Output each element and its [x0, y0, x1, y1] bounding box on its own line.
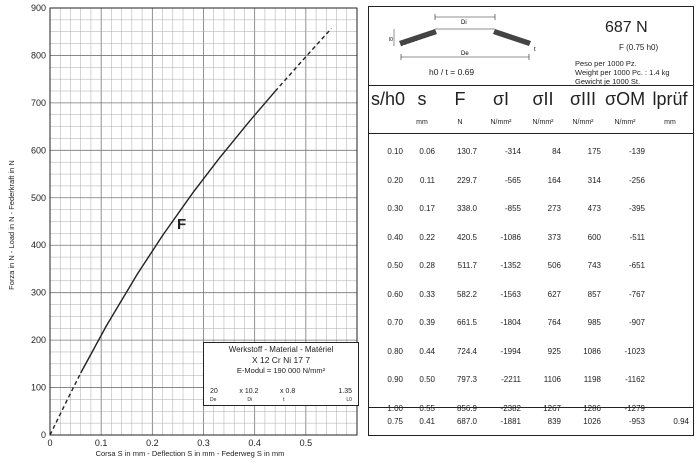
table-cell: 175: [587, 147, 601, 156]
y-tick-label: 300: [30, 287, 46, 298]
curve-label: F: [177, 216, 187, 233]
force-value: 687 N: [605, 19, 648, 36]
column-unit: N: [457, 119, 463, 126]
y-tick-label: 500: [30, 192, 46, 203]
dim-de-label: De: [210, 397, 217, 403]
table-cell: 506: [547, 261, 561, 270]
table-cell: 164: [547, 175, 561, 185]
table-cell: 600: [587, 232, 601, 242]
table-cell: -1804: [500, 318, 521, 327]
table-cell: 0.40: [387, 232, 403, 242]
column-header: s/h0: [371, 89, 406, 109]
diagram-label-di: Di: [461, 20, 467, 26]
table-cell: 473: [587, 204, 601, 213]
table-cell: 0.50: [387, 261, 403, 270]
column-unit: mm: [664, 119, 676, 126]
table-cell: 985: [587, 318, 601, 327]
data-table-panel: [368, 6, 694, 436]
table-cell: 373: [547, 232, 561, 242]
table-cell: 229.7: [456, 175, 477, 185]
table-cell-final: 687.0: [456, 417, 477, 426]
table-cell-final: 1026: [583, 417, 601, 426]
table-cell: 0.39: [419, 318, 435, 327]
y-tick-label: 900: [30, 3, 46, 13]
weight-line-de: Gewicht je 1000 St.: [575, 77, 641, 86]
dim-de: 20: [210, 388, 218, 395]
column-unit: N/mm²: [614, 119, 636, 126]
column-header: s: [417, 89, 427, 109]
dim-t: x 0.8: [280, 388, 296, 395]
spring-dimensions: [210, 388, 352, 395]
column-header: σII: [532, 89, 554, 109]
table-cell: 0.20: [387, 175, 403, 185]
table-cell: 925: [547, 346, 561, 356]
table-cell: 0.70: [387, 318, 403, 327]
table-cell: 130.7: [456, 147, 477, 156]
table-cell: 627: [547, 289, 561, 299]
column-unit: N/mm²: [532, 119, 554, 126]
table-cell: -256: [628, 175, 645, 185]
table-cell: -855: [504, 204, 521, 213]
x-tick-label: 0.1: [94, 438, 108, 448]
ratio-text: h0 / t = 0.69: [429, 67, 475, 77]
dim-di-label: Di: [247, 397, 253, 403]
table-cell: 338.0: [456, 204, 477, 213]
table-cell: -1279: [624, 403, 645, 413]
table-cell: -139: [628, 147, 645, 156]
column-header: σI: [492, 89, 510, 109]
table-cell: 420.5: [456, 232, 477, 242]
x-axis-label: Corsa S in mm - Deflection S in mm - Federweg S in mm: [95, 449, 285, 458]
x-tick-label: 0.5: [299, 438, 313, 448]
table-cell: -1162: [625, 375, 645, 384]
table-cell: 0.50: [419, 375, 435, 384]
table-cell: 0.11: [420, 175, 435, 185]
material-name: X 12 Cr Ni 17 7: [251, 355, 311, 365]
table-cell: 1286: [583, 403, 601, 413]
x-tick-label: 0: [47, 438, 53, 448]
table-cell: 0.30: [387, 204, 403, 213]
diagram-label-l0: l0: [389, 37, 393, 43]
diagram-label-de: De: [461, 51, 469, 57]
table-cell: -907: [628, 318, 645, 327]
table-cell-final: 0.75: [387, 417, 403, 426]
table-cell: 661.5: [456, 318, 477, 327]
table-cell: 314: [587, 175, 601, 185]
table-cell: 0.06: [419, 147, 435, 156]
disc-spring-diagram: [389, 11, 539, 71]
table-cell: -2211: [501, 375, 521, 384]
y-tick-label: 200: [30, 335, 46, 346]
table-cell-final: 0.94: [673, 417, 689, 426]
y-tick-label: 800: [30, 50, 46, 61]
table-cell: 0.17: [419, 204, 435, 213]
x-tick-label: 0.4: [248, 438, 261, 448]
weight-info: [575, 59, 670, 86]
table-cell: 1086: [583, 346, 601, 356]
table-cell-final: 0.41: [419, 417, 435, 426]
table-cell: -651: [628, 261, 645, 270]
table-cell-final: -953: [628, 417, 645, 426]
column-header: σOM: [605, 89, 646, 109]
table-cell: -1352: [500, 261, 521, 270]
table-cell: 856.9: [456, 403, 477, 413]
table-cell: 0.80: [387, 346, 403, 356]
table-cell: -395: [628, 204, 645, 213]
y-tick-label: 0: [40, 430, 46, 440]
table-cell: 0.60: [387, 289, 403, 299]
table-cell: -1563: [500, 289, 521, 299]
column-header: F: [454, 89, 466, 109]
spring-header: [369, 7, 693, 86]
table-footer-divider: [369, 407, 693, 408]
table-cell: 84: [552, 147, 561, 156]
weight-line-it: Peso per 1000 Pz.: [575, 59, 637, 68]
table-cell: -511: [629, 232, 645, 242]
table-cell-final: -1881: [500, 417, 521, 426]
table-cell: 0.33: [419, 289, 435, 299]
table-cell: 724.4: [456, 346, 477, 356]
x-tick-label: 0.3: [197, 438, 210, 448]
curve-dashed-segment: [50, 373, 81, 435]
material-title: Werkstoff - Material - Matériel: [228, 345, 334, 354]
x-tick-label: 0.2: [146, 438, 159, 448]
table-cell: 1198: [583, 375, 601, 384]
column-unit: N/mm²: [490, 119, 512, 126]
curve-dashed-segment: [275, 28, 331, 91]
table-cell: 582.2: [456, 289, 477, 299]
column-header: lprüf: [652, 89, 688, 109]
dim-l0: 1.35: [338, 388, 352, 395]
table-header-divider: [369, 133, 693, 134]
table-cell: 0.22: [419, 232, 435, 242]
table-cell-final: 839: [547, 417, 561, 426]
table-cell: 797.3: [456, 375, 477, 384]
column-header: σIII: [569, 89, 597, 109]
table-cell: -565: [504, 175, 521, 185]
table-cell: 0.28: [419, 261, 435, 270]
table-cell: 511.7: [457, 261, 477, 270]
dim-t-label: t: [283, 397, 285, 403]
table-cell: -2382: [500, 403, 521, 413]
y-tick-label: 600: [30, 145, 46, 156]
elastic-modulus: E-Modul = 190 000 N/mm²: [236, 366, 326, 375]
table-cell: 0.55: [419, 403, 435, 413]
y-axis-label: Forza in N - Load in N - Federkraft in N: [7, 160, 16, 290]
table-cell: -1023: [624, 346, 645, 356]
y-tick-label: 400: [30, 240, 46, 251]
table-cell: 743: [587, 261, 601, 270]
dim-l0-label: L0: [346, 397, 352, 403]
column-unit: N/mm²: [572, 119, 594, 126]
y-tick-label: 100: [30, 382, 46, 393]
table-cell: 0.44: [419, 346, 435, 356]
table-cell: -1086: [500, 232, 521, 242]
table-cell: 273: [547, 204, 561, 213]
diagram-label-t: t: [534, 47, 536, 53]
dim-di: x 10.2: [239, 388, 259, 395]
weight-line-en: Weight per 1000 Pc. : 1.4 kg: [575, 68, 670, 77]
table-cell: 0.90: [387, 375, 403, 384]
table-cell: 857: [587, 289, 601, 299]
table-cell: -767: [628, 289, 645, 299]
table-cell: 1.00: [387, 403, 403, 413]
force-subtitle: F (0.75 h0): [619, 43, 659, 52]
table-cell: -314: [504, 147, 521, 156]
material-legend: [203, 342, 359, 406]
column-unit: mm: [416, 119, 428, 126]
table-cell: 1106: [543, 375, 561, 384]
table-cell: 1267: [543, 403, 561, 413]
table-cell: 764: [547, 318, 561, 327]
y-tick-label: 700: [30, 97, 46, 108]
table-cell: -1994: [500, 346, 521, 356]
spring-dimension-labels: [210, 397, 352, 403]
table-cell: 0.10: [387, 147, 403, 156]
